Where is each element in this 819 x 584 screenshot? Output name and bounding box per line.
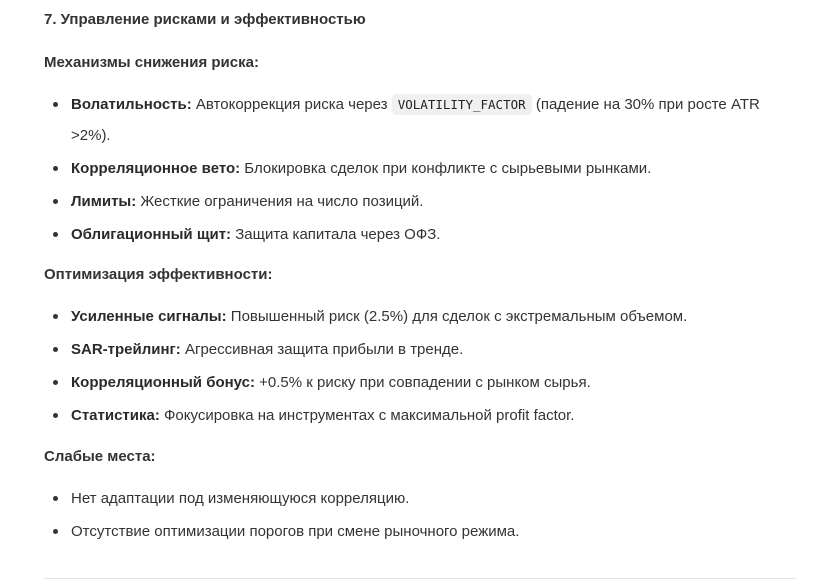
list-item: [44, 153, 796, 184]
item-text: Нет адаптации под изменяющуюся корреляцию.: [71, 490, 410, 507]
bullet-icon: [53, 413, 58, 418]
weaknesses-list: [44, 483, 796, 549]
list-item: [44, 219, 796, 250]
list-item: [44, 186, 796, 217]
item-text: +0.5% к риску при совпадении с рынком сырья.: [254, 374, 591, 391]
list-item: [44, 516, 796, 547]
risk-mitigation-list: [44, 89, 796, 252]
item-text: Фокусировка на инструментах с максимальной profit factor.: [159, 407, 575, 424]
list-item: [44, 301, 796, 332]
list-item: [44, 89, 796, 151]
bullet-icon: [53, 347, 58, 352]
list-item: [44, 483, 796, 514]
item-text: Защита капитала через ОФЗ.: [231, 226, 441, 243]
item-text: (падение на 30% при росте ATR >2%).: [71, 96, 760, 144]
bullet-icon: [53, 314, 58, 319]
risk-mitigation-heading: Механизмы снижения риска:: [44, 54, 259, 71]
item-text: Агрессивная защита прибыли в тренде.: [180, 341, 464, 358]
bullet-icon: [53, 496, 58, 501]
item-term: SAR-трейлинг:: [71, 341, 181, 358]
list-item: [44, 367, 796, 398]
item-text: Блокировка сделок при конфликте с сырьевыми рынками.: [240, 160, 652, 177]
bullet-icon: [53, 380, 58, 385]
efficiency-heading: Оптимизация эффективности:: [44, 266, 273, 283]
item-term: Облигационный щит:: [71, 226, 232, 243]
efficiency-list: [44, 301, 796, 433]
inline-code: VOLATILITY_FACTOR: [392, 94, 532, 115]
item-text: Жесткие ограничения на число позиций.: [136, 193, 424, 210]
bullet-icon: [53, 529, 58, 534]
item-text: Автокоррекция риска через: [191, 96, 392, 113]
item-term: Волатильность:: [71, 96, 192, 113]
list-item: [44, 334, 796, 365]
item-term: Корреляционный бонус:: [71, 374, 255, 391]
section-divider: [44, 578, 796, 579]
bullet-icon: [53, 166, 58, 171]
item-term: Корреляционное вето:: [71, 160, 241, 177]
item-term: Статистика:: [71, 407, 160, 424]
item-text: Повышенный риск (2.5%) для сделок с экстремальным объемом.: [226, 308, 688, 325]
section-title: 7. Управление рисками и эффективностью: [44, 11, 366, 28]
item-text: Отсутствие оптимизации порогов при смене рыночного режима.: [71, 523, 520, 540]
item-term: Лимиты:: [71, 193, 137, 210]
bullet-icon: [53, 232, 58, 237]
item-term: Усиленные сигналы:: [71, 308, 227, 325]
bullet-icon: [53, 102, 58, 107]
weaknesses-heading: Слабые места:: [44, 448, 156, 465]
bullet-icon: [53, 199, 58, 204]
list-item: [44, 400, 796, 431]
